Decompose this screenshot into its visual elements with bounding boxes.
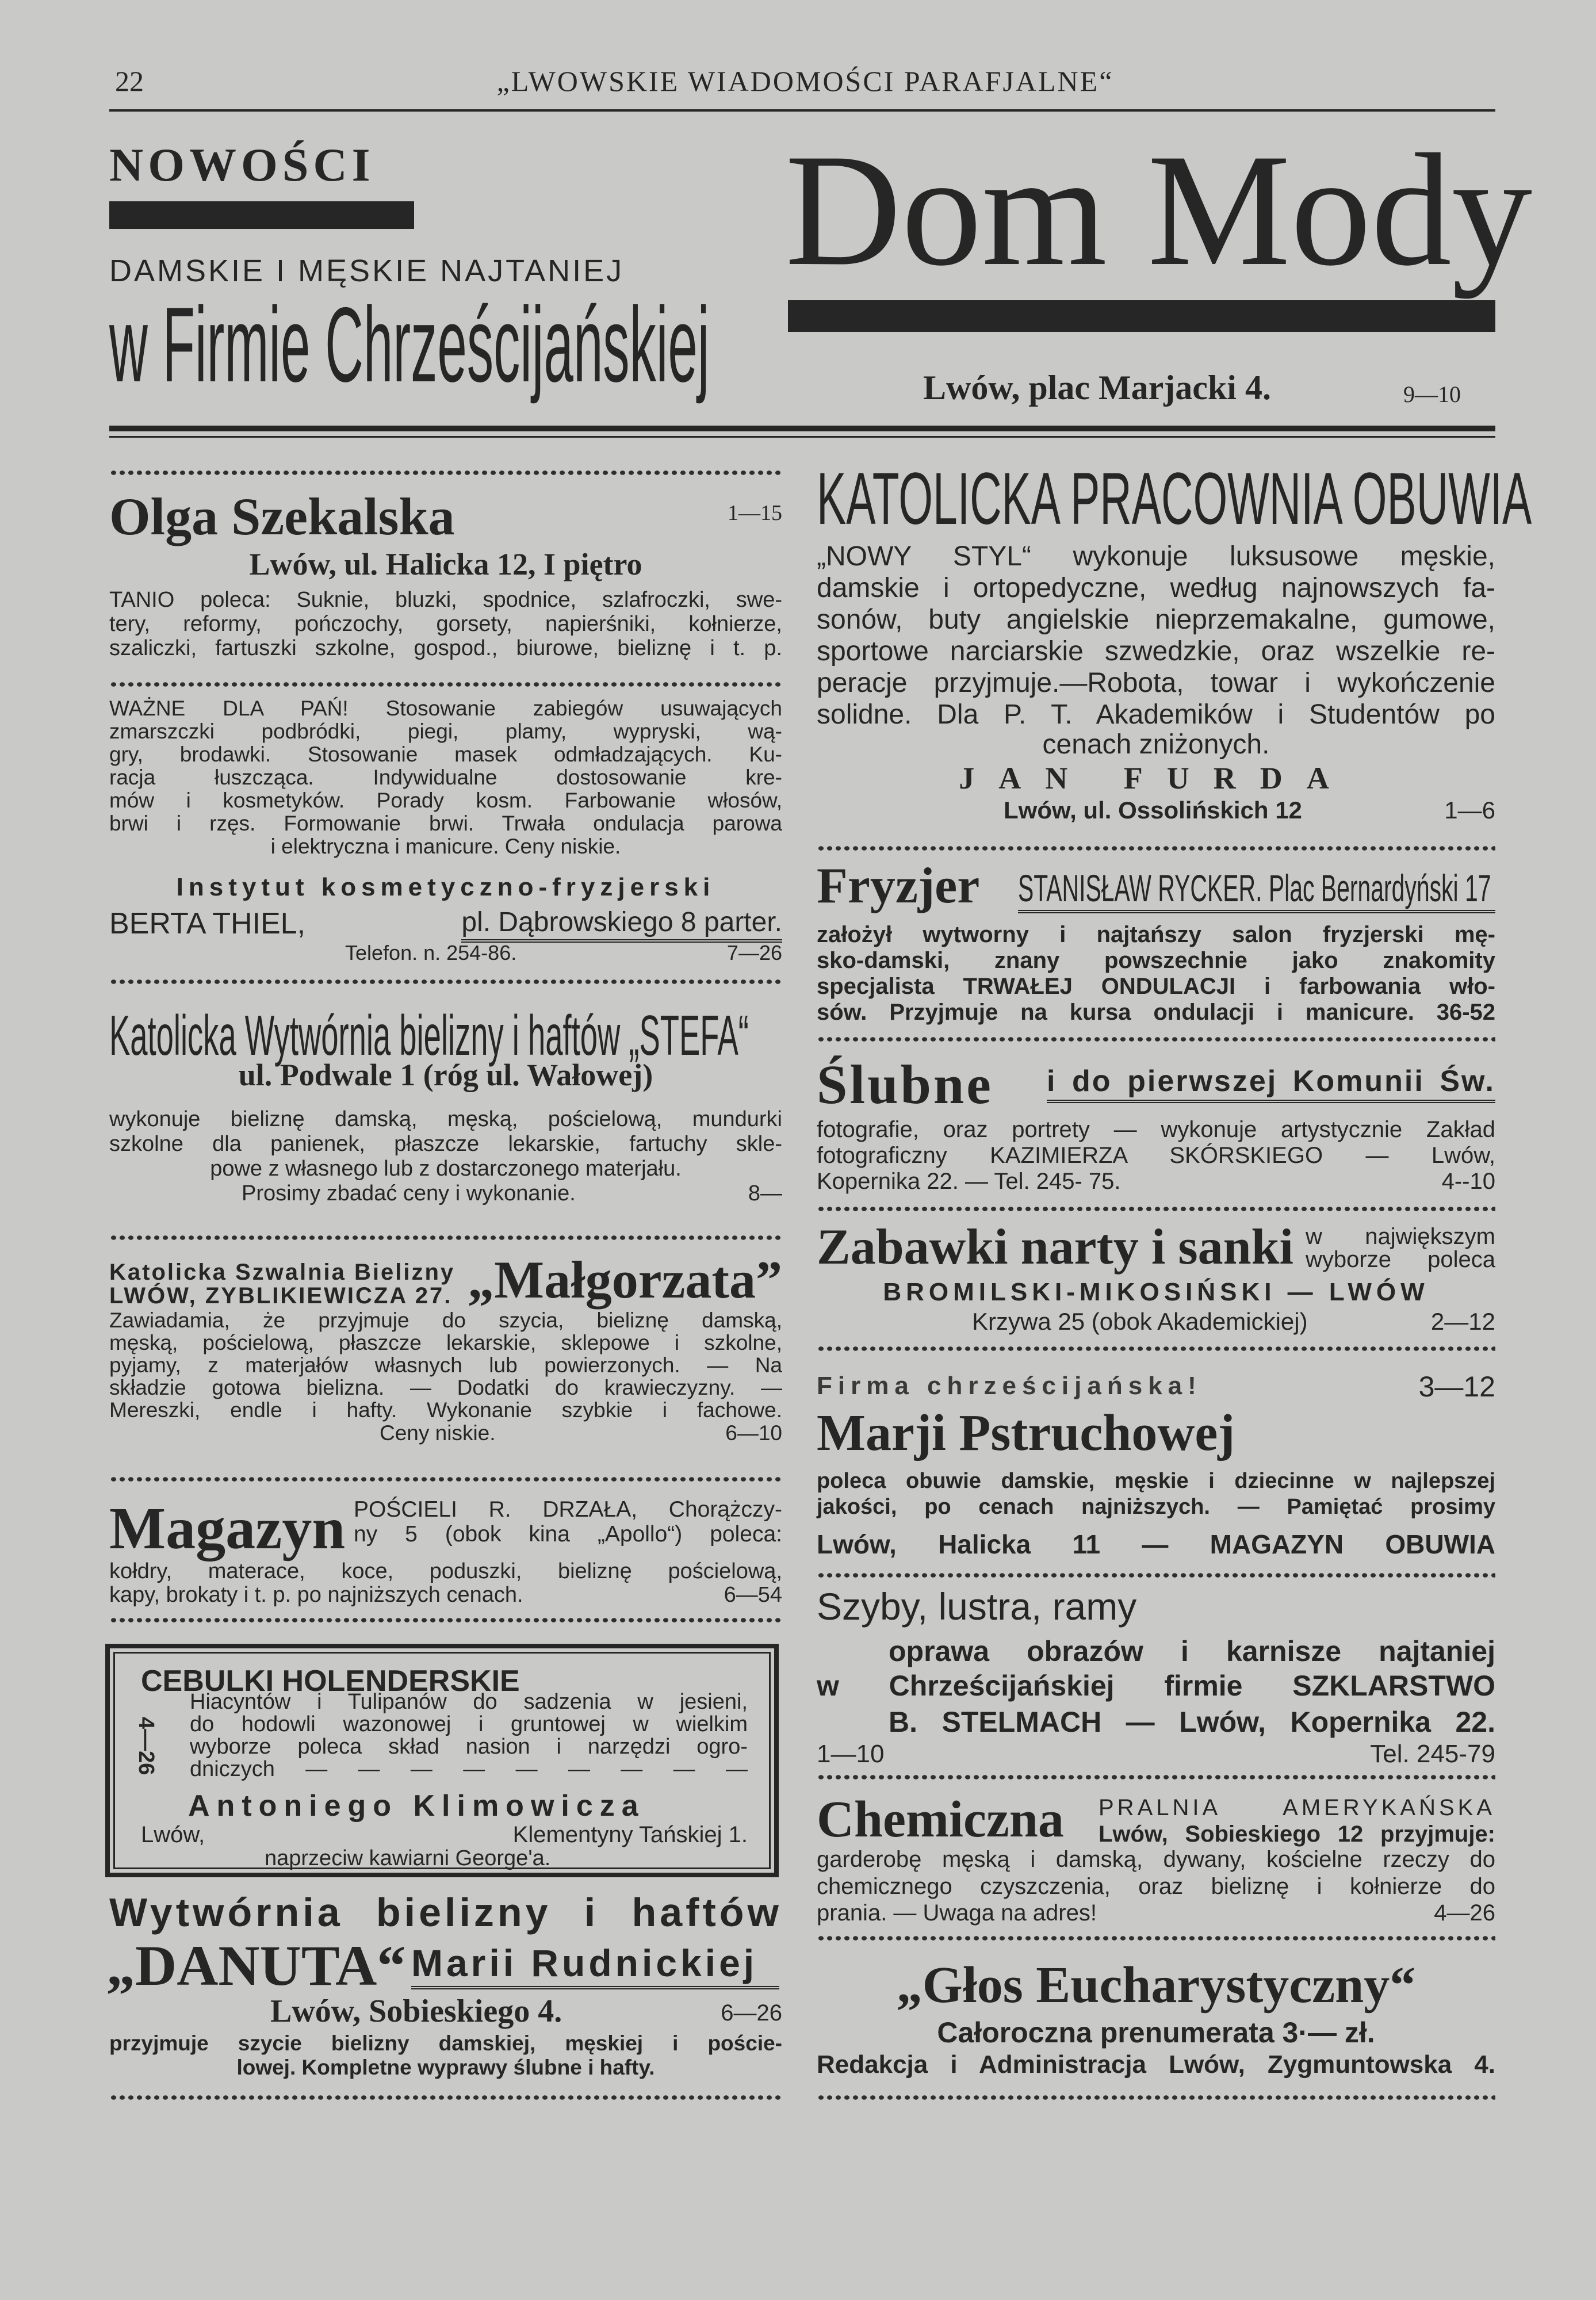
fryzjer-title: Fryzjer [817, 858, 980, 914]
danuta-body [109, 2031, 782, 2056]
ornament-divider [109, 1475, 782, 1483]
danuta-line1: Wytwórnia bielizny i haftów [109, 1890, 782, 1935]
text-line: szaliczki, fartuszki szkolne, gospod., biurowe, bieliznę i t. p. [109, 636, 782, 660]
danuta-name: „DANUTA“ [106, 1934, 406, 1997]
double-rule-thin [109, 436, 1495, 438]
zabawki-address: Krzywa 25 (obok Akademickiej) [972, 1308, 1308, 1335]
berta-phone: Telefon. n. 254-86. [345, 941, 517, 965]
text-line: Zawiadamia, że przyjmuje do szycia, bieliznę damską, [109, 1308, 782, 1332]
text-line: wykonuje bieliznę damską, męską, pościelową, mundurki [109, 1107, 782, 1131]
nowosci-title: NOWOŚCI [109, 139, 375, 191]
fryzjer-name: STANISŁAW RYCKER. Plac Bernardyński 17 [1018, 867, 1491, 909]
text-line: jakości, po cenach najniższych. — Pamiętać prosimy [817, 1495, 1495, 1519]
text-line: TANIO poleca: Suknie, bluzki, spodnice, szlafroczki, swe- [109, 588, 782, 612]
berta-address: pl. Dąbrowskiego 8 parter. [461, 906, 782, 943]
ornament-divider [109, 2094, 782, 2102]
header-rule [109, 109, 1495, 112]
ornament-divider [817, 1571, 1495, 1579]
ornament-divider [817, 2094, 1495, 2102]
magazyn-body [109, 1560, 782, 1583]
text-line: poleca obuwie damskie, męskie i dziecinne w najlepszej [817, 1469, 1495, 1493]
ornament-divider [817, 1345, 1495, 1353]
text-line: mów i kosmetyków. Porady kosm. Farbowanie włosów, [109, 789, 782, 812]
firm-text: w Firmie Chrześcijańskiej [109, 286, 710, 404]
ad-code: 6—10 [725, 1421, 782, 1445]
szklarstwo-phone: Tel. 245-79 [1370, 1740, 1495, 1768]
olga-name: Olga Szekalska [109, 487, 455, 546]
pralnia-last: prania. — Uwaga na adres! [817, 1900, 1097, 1926]
text-line: tery, reformy, pończochy, gorsety, napierśniki, kołnierze, [109, 612, 782, 636]
cebulki-note: naprzeciw kawiarni George'a. [265, 1846, 551, 1870]
berta-name: BERTA THIEL, [109, 907, 306, 940]
text-line: sów. Przyjmuje na kursa ondulacji i manicure. 36-52 [817, 1000, 1495, 1025]
ornament-divider [817, 1773, 1495, 1781]
danuta-line1-row [109, 1889, 782, 1935]
ornament-divider [817, 1934, 1495, 1942]
ornament-divider [817, 1035, 1495, 1043]
ad-code: 7—26 [726, 941, 782, 965]
ad-code: 2—12 [1430, 1308, 1495, 1335]
ad-code: 9—10 [1403, 381, 1461, 407]
szklarstwo-line3: B. STELMACH — Lwów, Kopernika 22. [889, 1706, 1495, 1738]
text-line: pyjamy, z materjałów własnych lub powierzonych. — Na [109, 1353, 782, 1377]
ornament-divider [817, 1205, 1495, 1213]
pralnia-side1: PRALNIA AMERYKAŃSKA [1099, 1795, 1495, 1820]
text-line: sonów, buty angielskie nieprzemakalne, gumowe, [817, 604, 1495, 635]
text-line: założył wytworny i najtańszy salon fryzjerski mę- [817, 922, 1495, 947]
malgorzata-last: Ceny niskie. [380, 1421, 496, 1445]
glos-price: Całoroczna prenumerata 3·— zł. [937, 2016, 1375, 2049]
magazyn-side2: ny 5 (obok kina „Apollo“) poleca: [354, 1522, 782, 1547]
szklarstwo-code-row [817, 1740, 1495, 1769]
magazyn-side [354, 1497, 782, 1547]
text-line: brwi i rzęs. Formowanie brwi. Trwała ondulacja parowa [109, 812, 782, 835]
danuta-owner: Marii Rudnickiej [411, 1941, 779, 1989]
black-bar [109, 201, 414, 229]
ad-code: 1—6 [1444, 797, 1495, 824]
magazyn-line1: kołdry, materace, koce, poduszki, bieliznę pościelową, [109, 1559, 782, 1583]
slubne-line3: Kopernika 22. — Tel. 245- 75. [817, 1169, 1121, 1194]
text-line: chemicznego czyszczenia, oraz bieliznę i kołnierze do [817, 1874, 1495, 1899]
ad-code: 4—26 [1434, 1900, 1495, 1926]
ad-code: 1—15 [728, 501, 782, 525]
stefa-body [109, 1107, 782, 1157]
ad-code: 8— [748, 1181, 782, 1206]
cebulki-name: Antoniego Klimowicza [188, 1789, 645, 1823]
text-line: racja łuszcząca. Indywidualne dostosowanie kre- [109, 766, 782, 789]
stefa-title: Katolicka Wytwórnia bielizny i haftów „STEFA“ [109, 1004, 749, 1067]
glos-title: „Głos Eucharystyczny“ [896, 1957, 1416, 2014]
cebulki-code: 4—26 [134, 1717, 158, 1775]
obuwie-body [817, 541, 1495, 730]
berta-name-row [109, 906, 782, 941]
nowosci-subtitle: DAMSKIE I MĘSKIE NAJTANIEJ [109, 254, 625, 288]
text-line: męską, pościelową, płaszcze lekarskie, sklepowe i szkolne, [109, 1331, 782, 1354]
pralnia-side [1099, 1794, 1495, 1847]
stefa-address: ul. Podwale 1 (róg ul. Wałowej) [238, 1058, 653, 1092]
text-line: fotograficzny KAZIMIERZA SKÓRSKIEGO — Lwów, [817, 1143, 1495, 1168]
text-line: WAŻNE DLA PAŃ! Stosowanie zabiegów usuwających [109, 696, 782, 720]
slubne-line3-row [817, 1169, 1495, 1195]
text-line: garderobę męską i damską, dywany, kościelne rzeczy do [817, 1847, 1495, 1872]
szklarstwo-title: Szyby, lustra, ramy [817, 1585, 1137, 1628]
page-number: 22 [115, 65, 144, 97]
berta-last-line: i elektryczna i manicure. Ceny niskie. [270, 835, 621, 858]
cebulki-street: Klementyny Tańskiej 1. [512, 1822, 748, 1847]
text-line: Mereszki, endle i hafty. Wykonanie szybkie i fachowe. [109, 1398, 782, 1422]
szklarstwo-line1: oprawa obrazów i karnisze najtaniej [889, 1635, 1495, 1667]
pralnia-title: Chemiczna [817, 1791, 1064, 1848]
pstruchowa-body [817, 1468, 1495, 1520]
black-bar-right [788, 300, 1495, 332]
pralnia-body [817, 1846, 1495, 1900]
malgorzata-line2: LWÓW, ZYBLIKIEWICZA 27. [109, 1283, 453, 1308]
text-line: solidne. Dla P. T. Akademików i Studentów po [817, 699, 1495, 730]
text-line: zmarszczki podbródki, piegi, plamy, wypryski, wą- [109, 720, 782, 743]
text-line: składzie gotowa bielizna. — Dodatki do krawieczyzny. — [109, 1376, 782, 1399]
stefa-line4: Prosimy zbadać ceny i wykonanie. [242, 1181, 576, 1206]
obuwie-title-row [817, 458, 1532, 540]
cebulki-body [190, 1691, 748, 1781]
text-line: peracje przyjmuje.—Robota, towar i wykończenie [817, 668, 1495, 698]
ornament-divider [817, 844, 1495, 852]
fryzjer-name-row [1018, 867, 1495, 913]
text-line: Hiacyntów i Tulipanów do sadzenia w jesieni, [190, 1690, 748, 1714]
text-line: szkolne dla panienek, płaszcze lekarskie, fartuchy skle- [109, 1132, 782, 1156]
ad-code: 1—10 [817, 1740, 885, 1768]
ornament-divider [109, 680, 782, 688]
magazyn-side1: POŚCIELI R. DRZAŁA, Chorążczy- [354, 1497, 782, 1522]
cebulki-city: Lwów, [141, 1822, 205, 1847]
ornament-divider [109, 1234, 782, 1242]
ornament-divider [109, 978, 782, 986]
olga-address: Lwów, ul. Halicka 12, I piętro [249, 547, 642, 581]
pralnia-side2: Lwów, Sobieskiego 12 przyjmuje: [1099, 1821, 1495, 1847]
berta-body [109, 697, 782, 835]
olga-body [109, 588, 782, 660]
glos-address: Redakcja i Administracja Lwów, Zygmuntowska 4. [817, 2050, 1495, 2079]
text-line: sko-damski, znany powszechnie jako znakomity [817, 948, 1495, 973]
zabawki-side [1306, 1225, 1495, 1271]
malgorzata-body [109, 1309, 782, 1421]
danuta-body1: przyjmuje szycie bielizny damskiej, męskiej i poście- [109, 2031, 782, 2055]
text-line: specjalista TRWAŁEJ ONDULACJI i farbowania wło- [817, 974, 1495, 999]
ad-code: 6—54 [724, 1583, 782, 1607]
ornament-divider [109, 469, 782, 477]
ad-code: 4--10 [1441, 1169, 1495, 1194]
double-rule [109, 426, 1495, 431]
obuwie-name: JAN FURDA [959, 761, 1353, 795]
cebulki-title: CEBULKI HOLENDERSKIE [141, 1664, 520, 1698]
text-line: fotografie, oraz portrety — wykonuje artystycznie Zakład [817, 1117, 1495, 1142]
obuwie-last: cenach zniżonych. [1042, 729, 1270, 760]
stefa-line3: powe z własnego lub z dostarczonego materjału. [210, 1157, 682, 1181]
dom-mody-title: Dom Mody [785, 120, 1532, 299]
magazyn-title: Magazyn [109, 1495, 346, 1562]
zabawki-title: Zabawki narty i sanki [817, 1219, 1293, 1275]
text-line: do hodowli wazonowej i gruntowej w wielkim [190, 1712, 748, 1736]
slubne-title: Ślubne [817, 1054, 993, 1115]
obuwie-address: Lwów, ul. Ossolińskich 12 [1004, 797, 1302, 824]
obuwie-title: KATOLICKA PRACOWNIA OBUWIA [817, 458, 1532, 540]
danuta-address: Lwów, Sobieskiego 4. [270, 1993, 562, 2029]
running-title: „LWOWSKIE WIADOMOŚCI PARAFJALNE“ [496, 65, 1114, 97]
malgorzata-name: „Małgorzata” [468, 1250, 782, 1309]
cebulki-address-row [141, 1822, 748, 1848]
ad-code: 3—12 [1418, 1371, 1495, 1403]
text-line: damskie i ortopedyczne, według najnowszych fa- [817, 573, 1495, 603]
pstruchowa-address: Lwów, Halicka 11 — MAGAZYN OBUWIA [817, 1529, 1495, 1559]
pralnia-last-row [817, 1900, 1495, 1926]
magazyn-line2-row [109, 1583, 782, 1608]
pstruchowa-name: Marji Pstruchowej [817, 1405, 1235, 1461]
ad-code: 6—26 [721, 2000, 782, 2026]
text-line: gry, brodawki. Stosowanie masek odmładzających. Ku- [109, 743, 782, 766]
text-line: wyborze poleca skład nasion i narzędzi ogro- [190, 1735, 748, 1759]
dom-mody-address: Lwów, plac Marjacki 4. [923, 369, 1271, 407]
glos-address-row [817, 2050, 1495, 2079]
text-line: sportowe narciarskie szwedzkie, oraz wszelkie re- [817, 636, 1495, 667]
zabawki-side2: wyborze poleca [1306, 1247, 1495, 1272]
zabawki-firm: BROMILSKI-MIKOSIŃSKI — LWÓW [883, 1278, 1429, 1306]
text-line: „NOWY STYL“ wykonuje luksusowe męskie, [817, 541, 1495, 572]
slubne-body [817, 1117, 1495, 1169]
zabawki-side1: w największym [1306, 1224, 1495, 1249]
text-line: dniczych — — — — — — — — — [190, 1757, 748, 1781]
berta-institute: Instytut kosmetyczno-fryzjerski [176, 873, 715, 901]
pstruchowa-intro: Firma chrześcijańska! [817, 1372, 1202, 1400]
fryzjer-body [817, 922, 1495, 1025]
pstruchowa-address-row [817, 1529, 1495, 1560]
danuta-body2: lowej. Kompletne wyprawy ślubne i hafty. [236, 2056, 655, 2079]
magazyn-line2: kapy, brokaty i t. p. po najniższych cenach. [109, 1583, 523, 1607]
szklarstwo-line2: w Chrześcijańskiej firmie SZKLARSTWO [817, 1670, 1495, 1702]
malgorzata-line1: Katolicka Szwalnia Bielizny [109, 1260, 456, 1285]
slubne-subtitle: i do pierwszej Komunii Św. [1047, 1064, 1495, 1103]
ornament-divider [109, 1616, 782, 1624]
